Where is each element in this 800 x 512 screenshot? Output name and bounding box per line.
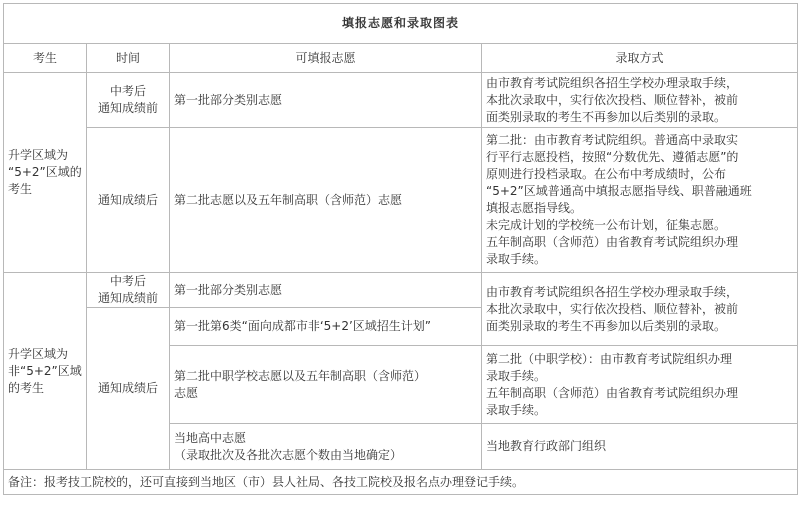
g2r3-volunteer-line: 第二批中职学校志愿以及五年制高职（含师范） <box>174 368 427 383</box>
g1r1-time-line: 中考后 <box>109 84 146 98</box>
group2-candidate <box>4 273 87 470</box>
g2r3-volunteer-line: 志愿 <box>174 385 199 400</box>
g1r2-admission-line: 行平行志愿投档，按照“分数优先、遵循志愿”的 <box>486 150 739 164</box>
g2r3-admission <box>482 346 798 424</box>
g1r1-admission-line: 面类别录取的考生不再参加以后类别的录取。 <box>486 109 727 124</box>
g2r2-volunteer: 第一批第6类“面向成都市非‘5+2’区域招生计划” <box>170 308 482 346</box>
g2r1-admission-line: 本批次录取中，实行依次投档、顺位替补，被前 <box>486 301 739 316</box>
g1r1-time <box>87 73 170 128</box>
header-time: 时间 <box>87 44 170 73</box>
g1r2-admission-line: “5+2”区域普通高中填报志愿指导线、职普融通班 <box>486 184 752 198</box>
g2r1-admission-line: 由市教育考试院组织各招生学校办理录取手续， <box>486 284 739 299</box>
g1r2-admission-line: 录取手续。 <box>486 252 547 266</box>
table-note: 备注：报考技工院校的，还可直接到当地区（市）县人社局、各技工院校及报名点办理登记手续。 <box>4 470 798 495</box>
g1r2-admission-line: 第二批：由市教育考试院组织。普通高中录取实 <box>486 133 739 147</box>
group1-candidate-line: “5+2”区域的 <box>8 165 82 179</box>
g2r1-admission-line: 面类别录取的考生不再参加以后类别的录取。 <box>486 318 727 333</box>
g2r1-admission <box>482 273 798 346</box>
group2-candidate-line: 升学区域为 <box>8 346 69 361</box>
g1r2-admission <box>482 128 798 273</box>
g2r3-admission-line: 五年制高职（含师范）由省教育考试院组织办理 <box>486 385 739 400</box>
table-title: 填报志愿和录取图表 <box>4 4 798 44</box>
header-volunteer: 可填报志愿 <box>170 44 482 73</box>
g2r3-admission-line: 录取手续。 <box>486 368 547 383</box>
g1r2-admission-line: 原则进行投档录取。在公布中考成绩时，公布 <box>486 167 727 181</box>
group2-candidate-line: 的考生 <box>8 380 45 395</box>
header-candidate: 考生 <box>4 44 87 73</box>
g1r1-time-line: 通知成绩前 <box>97 101 158 115</box>
g2r4-volunteer <box>170 424 482 470</box>
g2r4-volunteer-line: 当地高中志愿 <box>174 430 247 445</box>
g1r1-admission-line: 由市教育考试院组织各招生学校办理录取手续， <box>486 75 739 90</box>
g1r2-admission-line: 未完成计划的学校统一公布计划，征集志愿。 <box>486 218 727 232</box>
g1r1-admission-line: 本批次录取中，实行依次投档、顺位替补，被前 <box>486 92 739 107</box>
g2r1-time <box>87 273 170 308</box>
group2-candidate-line: 非“5+2”区域 <box>8 363 82 378</box>
g2r3-admission-line: 录取手续。 <box>486 402 547 417</box>
g2-time-after: 通知成绩后 <box>87 308 170 470</box>
g2r1-time-line: 通知成绩前 <box>97 291 158 305</box>
g2r3-admission-line: 第二批（中职学校）：由市教育考试院组织办理 <box>486 351 733 366</box>
g2r1-volunteer: 第一批部分类别志愿 <box>170 273 482 308</box>
g1r1-volunteer: 第一批部分类别志愿 <box>170 73 482 128</box>
g2r4-admission: 当地教育行政部门组织 <box>482 424 798 470</box>
g1r2-time: 通知成绩后 <box>87 128 170 273</box>
admission-table <box>3 3 798 495</box>
group1-candidate-line: 考生 <box>8 182 33 196</box>
g2r3-volunteer <box>170 346 482 424</box>
g1r2-volunteer: 第二批志愿以及五年制高职（含师范）志愿 <box>170 128 482 273</box>
group1-candidate <box>4 73 87 273</box>
g2r1-time-line: 中考后 <box>109 274 146 288</box>
header-admission: 录取方式 <box>482 44 798 73</box>
g1r2-admission-line: 填报志愿指导线。 <box>486 201 583 215</box>
group1-candidate-line: 升学区域为 <box>8 148 69 162</box>
g1r1-admission <box>482 73 798 128</box>
g2r4-volunteer-line: （录取批次及各批次志愿个数由当地确定） <box>174 447 403 462</box>
g1r2-admission-line: 五年制高职（含师范）由省教育考试院组织办理 <box>486 235 739 249</box>
